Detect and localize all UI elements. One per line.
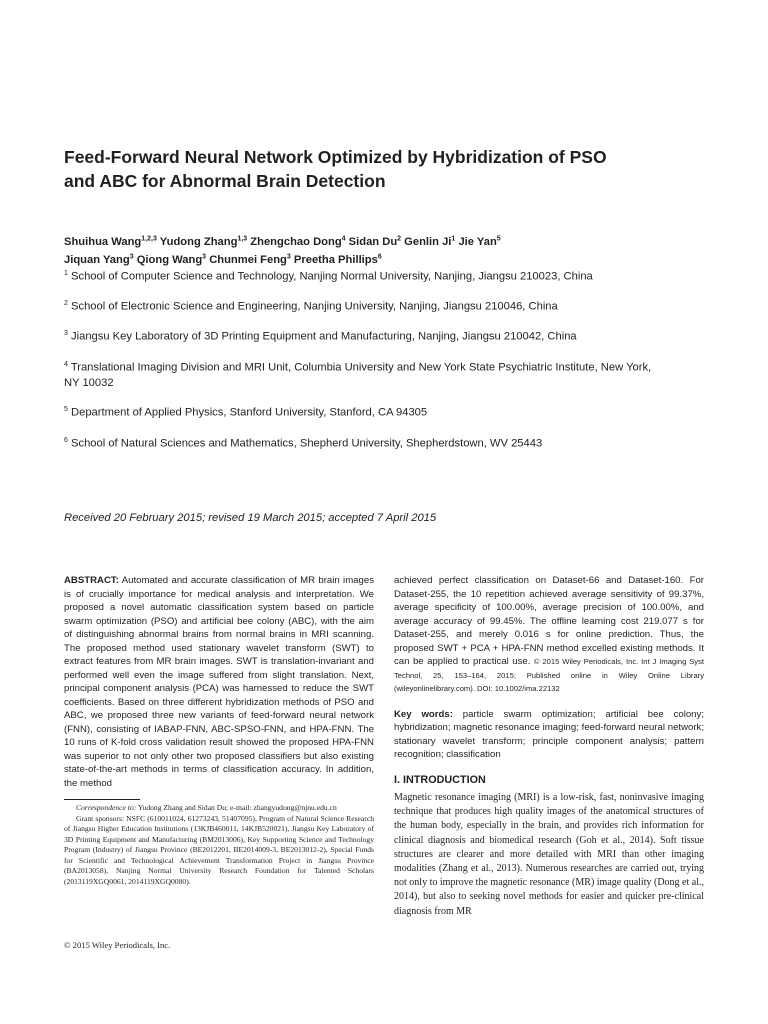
affiliation: $^4$ Translational Imaging Division and MRI Unit, Columbia University and New York State Psychiatric Institute, New York, NY 10032 xyxy=(64,360,652,389)
footnote-divider xyxy=(64,799,140,800)
abstract-text: Automated and accurate classification of MR brain images is of crucially importance for medical analysis and interpretation. We proposed a novel automatic classification system based on particle swarm optimization (PSO) and artificial bee colony (ABC), with the aim of distinguishing abnormal brains from normal brains in MRI scanning. The proposed method used stationary wavelet transform (SWT) to extract features from MR brain images. SWT is translation-invariant and performed well even the image suffered from slight translation. Next, principal component analysis (PCA) was harnessed to reduce the SWT coefficients. Based on three different hybridization methods of PSO and ABC, we proposed three new variants of feed-forward neural network (FNN), consisting of IABAP-FNN, ABC-SPSO-FNN, and HPA-FNN. The 10 runs of K-fold cross validation result showed the proposed HPA-FNN was superior to not only other two proposed classifiers but also existing state-of-the-art methods in terms of classification accuracy. In addition, the method xyxy=(64,575,374,789)
author: Sidan Du$^2$ xyxy=(348,235,402,248)
keywords-label: Key words: xyxy=(394,708,453,720)
received-dates: Received 20 February 2015; revised 19 March 2015; accepted 7 April 2015 xyxy=(64,512,437,524)
author: Jie Yan$^5$ xyxy=(458,235,501,248)
author: Zhengchao Dong$^4$ xyxy=(250,235,346,248)
abstract-left-column xyxy=(64,574,374,790)
affiliation-list xyxy=(64,266,664,463)
introduction-text: Magnetic resonance imaging (MRI) is a low-risk, fast, noninvasive imaging technique that produces high quality images of the anatomical structures of the human body, especially in the brain, and provides rich information for clinical diagnosis and biomedical research (Goh et al., 2014). Soft tissue structures are clearer and more detailed with MRI than other imaging modalities (Zhang et al., 2013). Numerous researches are carried out, trying not only to improve the magnetic resonance (MR) image quality (Dong et al., 2014), but also to seeking novel methods for easier and quicker pre-clinical diagnosis from MR xyxy=(394,792,704,917)
affiliation: $^2$ School of Electronic Science and Engineering, Nanjing University, Nanjing, Jiangsu 210046, China xyxy=(64,300,558,313)
abstract-paragraph xyxy=(64,574,374,790)
affiliation: $^1$ School of Computer Science and Technology, Nanjing Normal University, Nanjing, Jiangsu 210023, China xyxy=(64,270,593,283)
grant-note: Grant sponsors: NSFC (610011024, 61273243, 51407095), Program of Natural Science Research of Jiangsu Higher Education Institutions (13KJB460011, 14KJB520021), Jiangsu Key Laboratory of 3D Printing Equipment and Manufacturing (BM2013006), Key Supporting Science and Technology Program (Industry) of Jiangsu Province (BE2012201, BE2014009-3, BE2013012-2), Special Funds for Scientific and Technological Achievement Transformation Project in Jiangsu Province (BA2013058), Nanjing Normal University Research Foundation for Talented Scholars (2013119XGQ0061, 2014119XGQ0080). xyxy=(64,813,374,886)
abstract-continued: achieved perfect classification on Dataset-66 and Dataset-160. For Dataset-255, the 10 repetition achieved average sensitivity of 99.37%, average specificity of 100.00%, average precision of 100.00%, and average accuracy of 99.45%. The offline learning cost 219.077 s for Dataset-255, and merely 0.016 s for online prediction. Thus, the proposed SWT + PCA + HPA-FNN method excelled existing methods. It can be applied to practical use. © 2015 Wiley Periodicals, Inc. Int J Imaging Syst Technol, 25, 153–164, 2015; Published online in Wiley Online Library (wileyonlinelibrary.com). DOI: 10.1002/ima.22132 xyxy=(394,575,704,693)
citation-line: © 2015 Wiley Periodicals, Inc. Int J Imaging Syst Technol, 25, 153–164, 2015; Published online in Wiley Online Library (wileyonlinelibrary.com). DOI: 10.1002/ima.22132 xyxy=(394,657,704,693)
affiliation: $^6$ School of Natural Sciences and Mathematics, Shepherd University, Shepherdstown, WV 25443 xyxy=(64,436,543,450)
correspondence-note: Correspondence to: Yudong Zhang and Sidan Du; e-mail: zhangyudong@njnu.edu.cn xyxy=(76,803,337,812)
footnotes xyxy=(64,799,374,887)
author: Qiong Wang$^3$ xyxy=(136,253,207,267)
affiliation: $^3$ Jiangsu Key Laboratory of 3D Printing Equipment and Manufacturing, Nanjing, Jiangsu 210042, China xyxy=(64,330,577,344)
paper-title: Feed-Forward Neural Network Optimized by Hybridization of PSO and ABC for Abnormal Brain Detection xyxy=(64,147,607,191)
author: Preetha Phillips$^6$ xyxy=(293,253,382,267)
author: Yudong Zhang$^{1,3}$ xyxy=(159,235,248,248)
author-list xyxy=(64,231,644,268)
author: Jiquan Yang$^3$ xyxy=(64,253,134,267)
right-column xyxy=(394,574,704,919)
affiliation: $^5$ Department of Applied Physics, Stanford University, Stanford, CA 94305 xyxy=(64,406,428,420)
section-heading: I. INTRODUCTION xyxy=(394,773,486,786)
keywords-paragraph: Key words: particle swarm optimization; artificial bee colony; hybridization; magnetic resonance imaging; feed-forward neural network; stationary wavelet transform; principle component analysis; pattern recognition; classification xyxy=(394,708,704,760)
author: Shuihua Wang$^{1,2,3}$ xyxy=(64,235,157,248)
abstract-label: ABSTRACT: xyxy=(64,575,119,586)
copyright-footer: © 2015 Wiley Periodicals, Inc. xyxy=(64,940,171,950)
author: Genlin Ji$^1$ xyxy=(404,235,456,248)
author: Chunmei Feng$^3$ xyxy=(209,253,291,267)
